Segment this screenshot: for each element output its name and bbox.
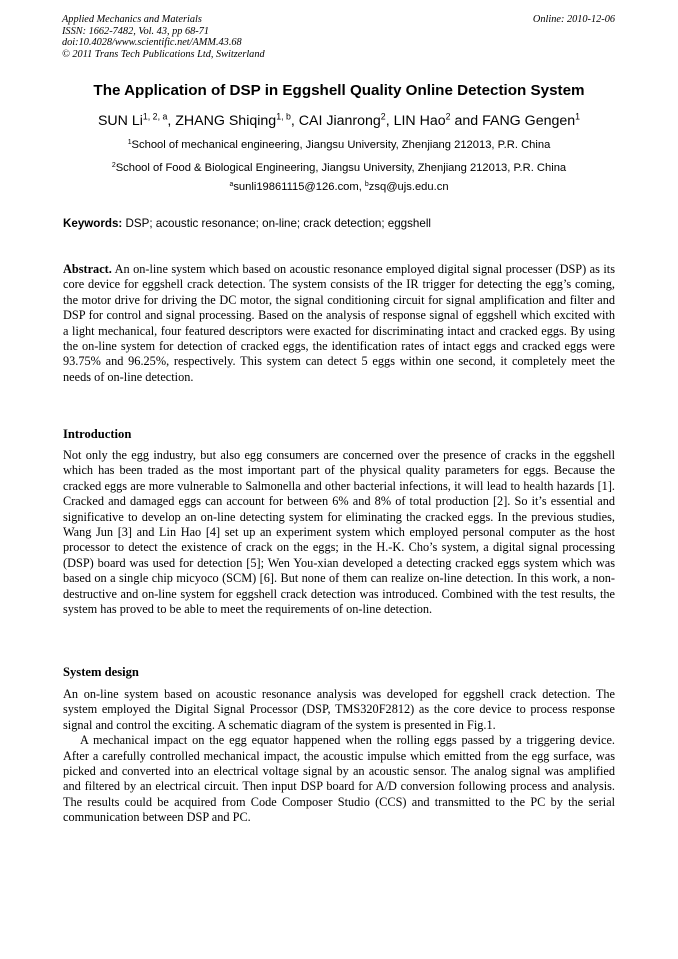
abstract (63, 262, 615, 385)
system-design-text (63, 687, 615, 826)
email-sup: b (364, 180, 369, 188)
keywords-text: DSP; acoustic resonance; on-line; crack detection; eggshell (122, 217, 431, 230)
author-name: ZHANG Shiqing (175, 113, 277, 129)
journal-header (62, 14, 265, 60)
keywords-label: Keywords: (63, 217, 123, 230)
email-address[interactable]: zsq@ujs.edu.cn (368, 181, 449, 193)
author-sup: 1, b (276, 111, 291, 122)
author-name: LIN Hao (393, 113, 446, 129)
system-design-heading: System design (63, 665, 139, 679)
author-name: CAI Jianrong (298, 113, 381, 129)
author-sep: , (290, 113, 299, 129)
author-sup: 2 (445, 111, 451, 122)
paragraph: An on-line system based on acoustic resonance analysis was developed for eggshell crack detection. The system employed the Digital Signal Processor (DSP, TMS320F2812) as the core device to process response signal and control the exciting. A schematic diagram of the system is presented in Fig.1. (63, 687, 615, 732)
introduction-heading: Introduction (63, 427, 132, 441)
author-sup: 1, 2, a (142, 111, 168, 122)
author-sup: 1 (575, 111, 581, 122)
issn-line: ISSN: 1662-7482, Vol. 43, pp 68-71 (62, 25, 210, 37)
author-name: SUN Li (97, 113, 143, 129)
author-sep: , (385, 113, 394, 129)
abstract-label: Abstract. (63, 262, 112, 276)
online-date: Online: 2010-12-06 (532, 14, 615, 25)
journal-name: Applied Mechanics and Materials (62, 14, 202, 25)
email-sup: a (229, 180, 234, 188)
affiliation-sup: 1 (127, 138, 132, 146)
doi-link[interactable]: doi:10.4028/www.scientific.net/AMM.43.68 (62, 37, 242, 49)
affiliation-sup: 2 (111, 161, 116, 169)
affiliation-text: School of mechanical engineering, Jiangsu University, Zhenjiang 212013, P.R. China (131, 139, 551, 151)
copyright-line: © 2011 Trans Tech Publications Ltd, Switzerland (62, 48, 265, 60)
author-sep: , (167, 113, 176, 129)
paragraph: A mechanical impact on the egg equator happened when the rolling eggs passed by a triggering device. After a carefully controlled mechanical impact, the acoustic impulse which emitted from the egg surface, was picked and converted into an electrical voltage signal by an acoustic sensor. The analog signal was amplified and filtered by an electrical circuit. Then input DSP board for A/D conversion following process and analysis. The results could be acquired from Code Composer Studio (CCS) and transmitted to the PC by the serial communication between DSP and PC. (63, 733, 615, 825)
affiliation-1 (0, 139, 678, 151)
introduction-text: Not only the egg industry, but also egg consumers are concerned over the presence of cracks in the eggshell which has been traded as the most important part of the physical quality parameters for eggs. Because the cracked eggs are more vulnerable to Salmonella and other bacterial infections, it will lead to health hazards [1]. Cracked and damaged eggs can account for between 6% and 8% of total production [2]. So it’s essential and significative to develop an on-line detecting system for eliminating the cracked eggs. In the previous studies, Wang Jun [3] and Lin Hao [4] set up an experiment system which employed personal computer as the host processor to detect the existence of crack on the eggs; in the H.-K. Cho’s system, a digital signal processing (DSP) board was used for detection [5]; Wen You-xian developed a detecting cracked eggs system which was based on a single chip micyoco (SCM) [6]. But none of them can realize on-line detection. In this work, a non-destructive and on-line system for eggshell crack detection was introduced. Combined with the test results, the system has proved to be able to meet the requirements of on-line detection. (63, 448, 615, 617)
keywords-line (63, 217, 431, 230)
author-list (0, 113, 678, 129)
author-sep: and (450, 113, 483, 129)
affiliation-2 (0, 162, 678, 174)
author-name: FANG Gengen (482, 113, 576, 129)
paper-title: The Application of DSP in Eggshell Quality Online Detection System (93, 82, 585, 99)
author-sup: 2 (380, 111, 386, 122)
affiliation-text: School of Food & Biological Engineering, Jiangsu University, Zhenjiang 212013, P.R. China (115, 162, 567, 174)
email-line (0, 181, 678, 193)
email-address[interactable]: sunli19861115@126.com, (233, 181, 365, 193)
abstract-text: An on-line system which based on acoustic resonance employed digital signal processer (DSP) as its core device for eggshell crack detection. The system consists of the IR trigger for detecting the egg’s coming, the motor drive for driving the DC motor, the signal conditioning circuit for signal amplification and filter and DSP for control and signal processing. Based on the analysis of response signal of eggshell which excited with a light mechanical, four featured descriptors were exacted for discriminating intact and cracked eggs. By using the on-line system for detection of cracked eggs, the identification rates of intact eggs and cracked eggs were 93.75% and 96.25%, respectively. This system can detect 5 eggs within one second, it completely meet the needs of on-line detection. (63, 262, 615, 384)
